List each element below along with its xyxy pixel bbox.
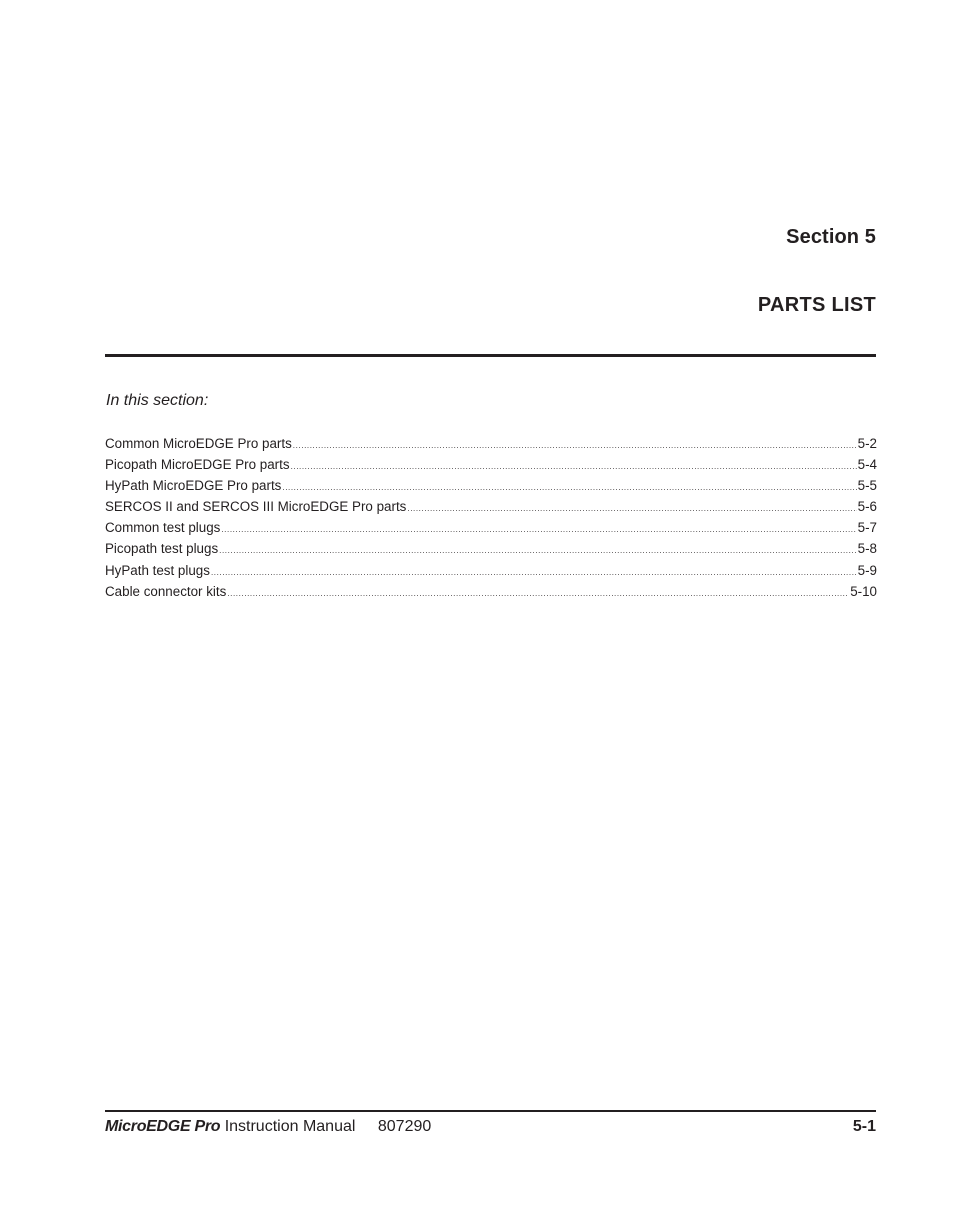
toc-entry-label: Picopath MicroEDGE Pro parts [105,457,290,473]
toc-entry-common-test-plugs[interactable] [105,520,877,541]
toc-entry-page: 5-10 [850,583,877,599]
toc-entry-page: 5-2 [857,436,877,451]
toc-entry-page: 5-6 [857,499,877,515]
toc-entry-common-parts[interactable] [105,436,877,457]
toc-entry-page: 5-7 [857,520,877,536]
toc-entry-label: Picopath test plugs [105,541,219,557]
table-of-contents [105,436,877,605]
toc-entry-picopath-test-plugs[interactable] [105,541,877,562]
toc-entry-hypath-test-plugs[interactable] [105,563,877,584]
section-title: PARTS LIST [757,294,876,316]
toc-entry-cable-connector-kits[interactable] [105,584,877,605]
toc-entry-hypath-parts[interactable] [105,478,877,499]
toc-leader-dots [407,504,856,513]
toc-entry-label: Cable connector kits [105,583,227,599]
toc-leader-dots [211,568,857,577]
toc-leader-dots [227,589,849,598]
footer-document-number: 807290 [377,1118,432,1135]
toc-entry-label: SERCOS II and SERCOS III MicroEDGE Pro parts [105,499,407,515]
toc-entry-label: HyPath test plugs [105,562,210,578]
toc-entry-picopath-parts[interactable] [105,457,877,478]
page-number: 5-1 [852,1118,876,1135]
footer-divider [105,1110,876,1112]
toc-leader-dots [293,441,857,450]
toc-leader-dots [219,546,856,555]
toc-entry-label: Common test plugs [105,520,221,536]
toc-leader-dots [291,462,857,471]
toc-leader-dots [221,525,856,534]
footer-product-name: MicroEDGE Pro [105,1118,221,1135]
toc-entry-page: 5-8 [857,541,877,557]
toc-entry-page: 5-9 [857,562,877,578]
toc-entry-label: Common MicroEDGE Pro parts [105,436,292,451]
section-number: Section 5 [786,226,876,248]
toc-leader-dots [282,483,856,492]
toc-entry-page: 5-5 [857,478,877,494]
header-divider [105,354,876,357]
toc-entry-page: 5-4 [857,457,877,473]
toc-entry-label: HyPath MicroEDGE Pro parts [105,478,282,494]
intro-text: In this section: [106,392,209,409]
footer [105,1118,431,1136]
footer-manual-title: Instruction Manual [224,1118,356,1135]
toc-entry-sercos-parts[interactable] [105,499,877,520]
